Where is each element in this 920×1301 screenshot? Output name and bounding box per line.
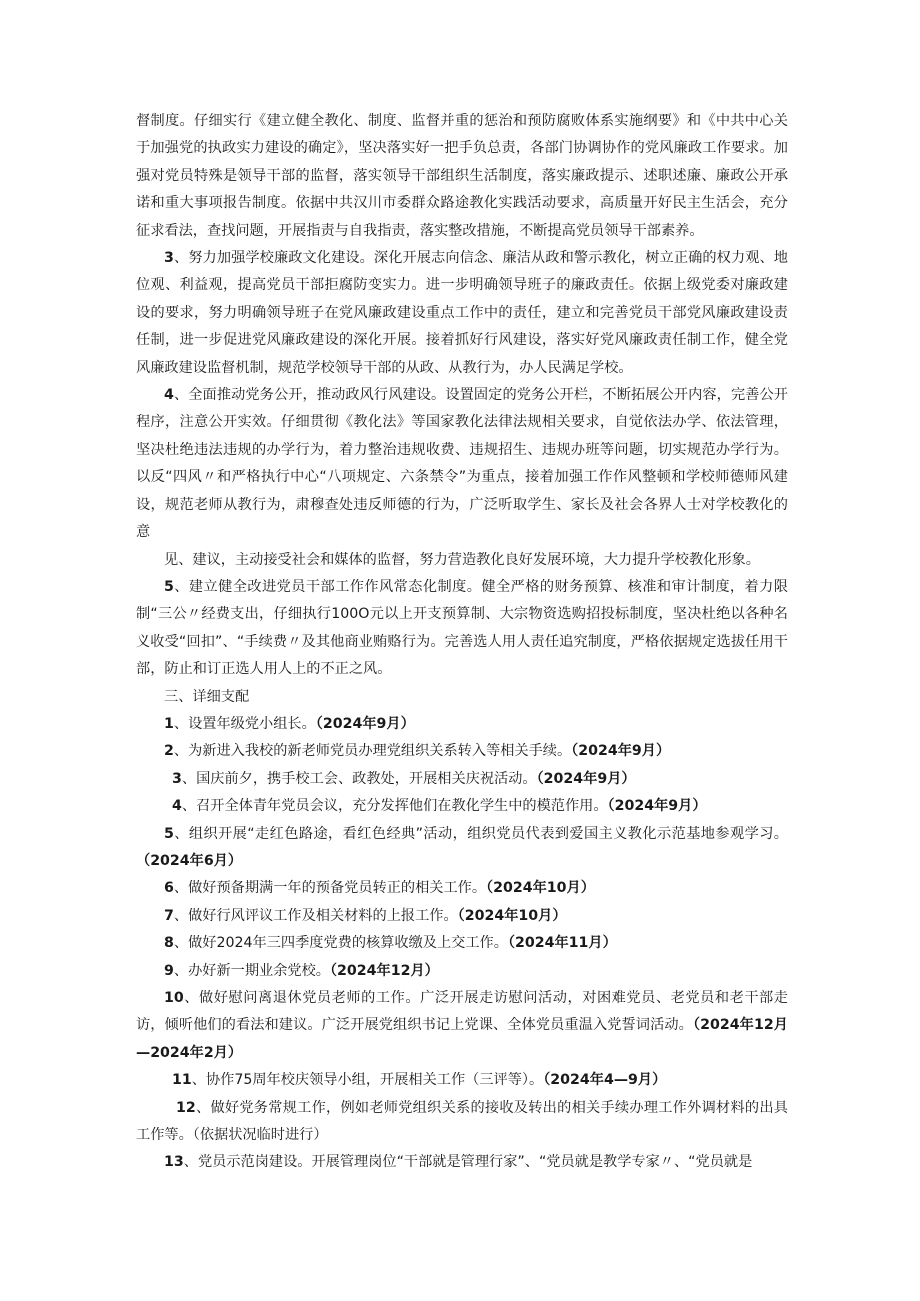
item-text: 、做好党务常规工作，例如老师党组织关系的接收及转出的相关手续办理工作外调材料的出具工作等。（依据状况临时进行） <box>136 1099 788 1144</box>
schedule-item-12 <box>136 1095 788 1150</box>
item-number: 4 <box>164 387 174 404</box>
schedule-item-13 <box>136 1149 788 1176</box>
schedule-item-4 <box>136 793 788 820</box>
item-date: （2024年9月） <box>571 743 671 760</box>
item-date: （2024年12月—2024年2月） <box>136 1017 788 1061</box>
item-date: （2024年4—9月） <box>543 1072 667 1089</box>
item-number: 12 <box>176 1099 196 1116</box>
paragraph-item-5 <box>136 574 788 684</box>
schedule-item-10 <box>136 985 788 1067</box>
item-number: 7 <box>164 907 174 924</box>
paragraph-item-3 <box>136 245 788 382</box>
item-date: （2024年12月） <box>329 962 439 979</box>
item-number: 8 <box>164 935 174 952</box>
schedule-item-3 <box>136 766 788 793</box>
item-number: 3 <box>164 250 174 267</box>
document-page <box>136 108 788 1177</box>
item-text: 、设置年级党小组长。 <box>173 715 316 732</box>
schedule-item-6 <box>136 875 788 902</box>
item-text: 、党员示范岗建设。开展管理岗位“干部就是管理行家”、“党员就是教学专家〃、“党员就是 <box>183 1154 753 1171</box>
paragraph-text: 、努力加强学校廉政文化建设。深化开展志向信念、廉洁从政和警示教化，树立正确的权力观、地位观、利益观，提高党员干部拒腐防变实力。进一步明确领导班子的廉政责任。依据上级党委对廉政建设的要求，努力明确领导班子在党风廉政建设重点工作中的责任，建立和完善党员干部党风廉政建设责任制，进一步促进党风廉政建设的深化开展。接着抓好行风建设，落实好党风廉政责任制工作，健全党风廉政建设监督机制，规范学校领导干部的从政、从教行为，办人民满足学校。 <box>136 250 788 376</box>
item-number: 11 <box>172 1072 192 1089</box>
item-number: 10 <box>164 990 184 1006</box>
schedule-item-11 <box>136 1067 788 1094</box>
item-number: 5 <box>164 578 174 595</box>
schedule-item-1 <box>136 711 788 738</box>
section-heading-detailed-plan <box>136 684 788 711</box>
item-date: （2024年10月） <box>486 880 595 897</box>
paragraph-item-4-continued <box>136 547 788 574</box>
paragraph-text: 、全面推动党务公开，推动政风行风建设。设置固定的党务公开栏，不断拓展公开内容，完善公开程序，注意公开实效。仔细贯彻《教化法》等国家教化法律法规相关要求，自觉依法办学、依法管理，坚决杜绝违法违规的办学行为，着力整治违规收费、违规招生、违规办班等问题，切实规范办学行为。以反“四风〃和严格执行中心“八项规定、六条禁令”为重点，接着加强工作作风整顿和学校师德师风建设，规范老师从教行为，肃穆查处违反师德的行为，广泛听取学生、家长及社会各界人士对学校教化的意 <box>136 387 788 541</box>
item-number: 13 <box>164 1154 184 1171</box>
paragraph-intro-continued <box>136 108 788 245</box>
item-number: 6 <box>164 880 174 897</box>
item-text: 、做好慰问离退休党员老师的工作。广泛开展走访慰问活动，对困难党员、老党员和老干部走访，倾听他们的看法和建议。广泛开展党组织书记上党课、全体党员重温入党誓词活动。 <box>136 990 788 1034</box>
schedule-item-2 <box>136 738 788 765</box>
item-number: 2 <box>164 743 174 760</box>
item-date: （2024年9月） <box>536 770 636 787</box>
item-date: （2024年11月） <box>507 935 617 952</box>
item-text: 、做好2024年三四季度党费的核算收缴及上交工作。 <box>173 935 508 952</box>
item-number: 4 <box>172 798 182 815</box>
item-number: 9 <box>164 962 174 979</box>
item-date: （2024年9月） <box>607 798 707 815</box>
item-text: 、为新进入我校的新老师党员办理党组织关系转入等相关手续。 <box>173 743 572 760</box>
paragraph-text: 见、建议，主动接受社会和媒体的监督，努力营造教化良好发展环境，大力提升学校教化形象。 <box>164 551 760 568</box>
item-number: 1 <box>164 715 174 732</box>
schedule-item-8 <box>136 930 788 957</box>
section-heading-text: 三、详细支配 <box>164 688 250 705</box>
paragraph-text: 督制度。仔细实行《建立健全教化、制度、监督并重的惩治和预防腐败体系实施纲要》和《中共中心关于加强党的执政实力建设的确定》，坚决落实好一把手负总责，各部门协调协作的党风廉政工作要求。加强对党员特殊是领导干部的监督，落实领导干部组织生活制度，落实廉政提示、述职述廉、廉政公开承诺和重大事项报告制度。依据中共汉川市委群众路途教化实践活动要求，高质量开好民主生活会，充分征求看法，查找问题，开展指责与自我指责，落实整改措施，不断提高党员领导干部素养。 <box>136 113 788 239</box>
item-text: 、协作75周年校庆领导小组，开展相关工作（三评等）。 <box>191 1072 544 1089</box>
item-text: 、国庆前夕，携手校工会、政教处，开展相关庆祝活动。 <box>181 770 537 787</box>
schedule-item-5 <box>136 821 788 876</box>
item-text: 、组织开展“走红色路途，看红色经典”活动，组织党员代表到爱国主义教化示范基地参观学习。 <box>173 825 788 842</box>
item-text: 、办好新一期业余党校。 <box>173 962 330 979</box>
item-number: 3 <box>172 770 182 787</box>
schedule-item-9 <box>136 958 788 985</box>
item-text: 、做好预备期满一年的预备党员转正的相关工作。 <box>173 880 487 897</box>
item-number: 5 <box>164 825 174 842</box>
item-date: （2024年6月） <box>136 852 243 869</box>
item-date: （2024年10月） <box>457 907 567 924</box>
schedule-item-7 <box>136 903 788 930</box>
item-text: 、召开全体青年党员会议，充分发挥他们在教化学生中的模范作用。 <box>181 798 608 815</box>
paragraph-text: 、建立健全改进党员干部工作作风常态化制度。健全严格的财务预算、核准和审计制度，着力限制“三公〃经费支出，仔细执行100O元以上开支预算制、大宗物资选购招投标制度，坚决杜绝以各种名义收受“回扣”、“手续费〃及其他商业贿赂行为。完善选人用人责任追究制度，严格依据规定选拔任用干部，防止和订正选人用人上的不正之风。 <box>136 578 788 678</box>
item-date: （2024年9月） <box>315 715 415 732</box>
item-text: 、做好行风评议工作及相关材料的上报工作。 <box>173 907 458 924</box>
paragraph-item-4 <box>136 382 788 546</box>
